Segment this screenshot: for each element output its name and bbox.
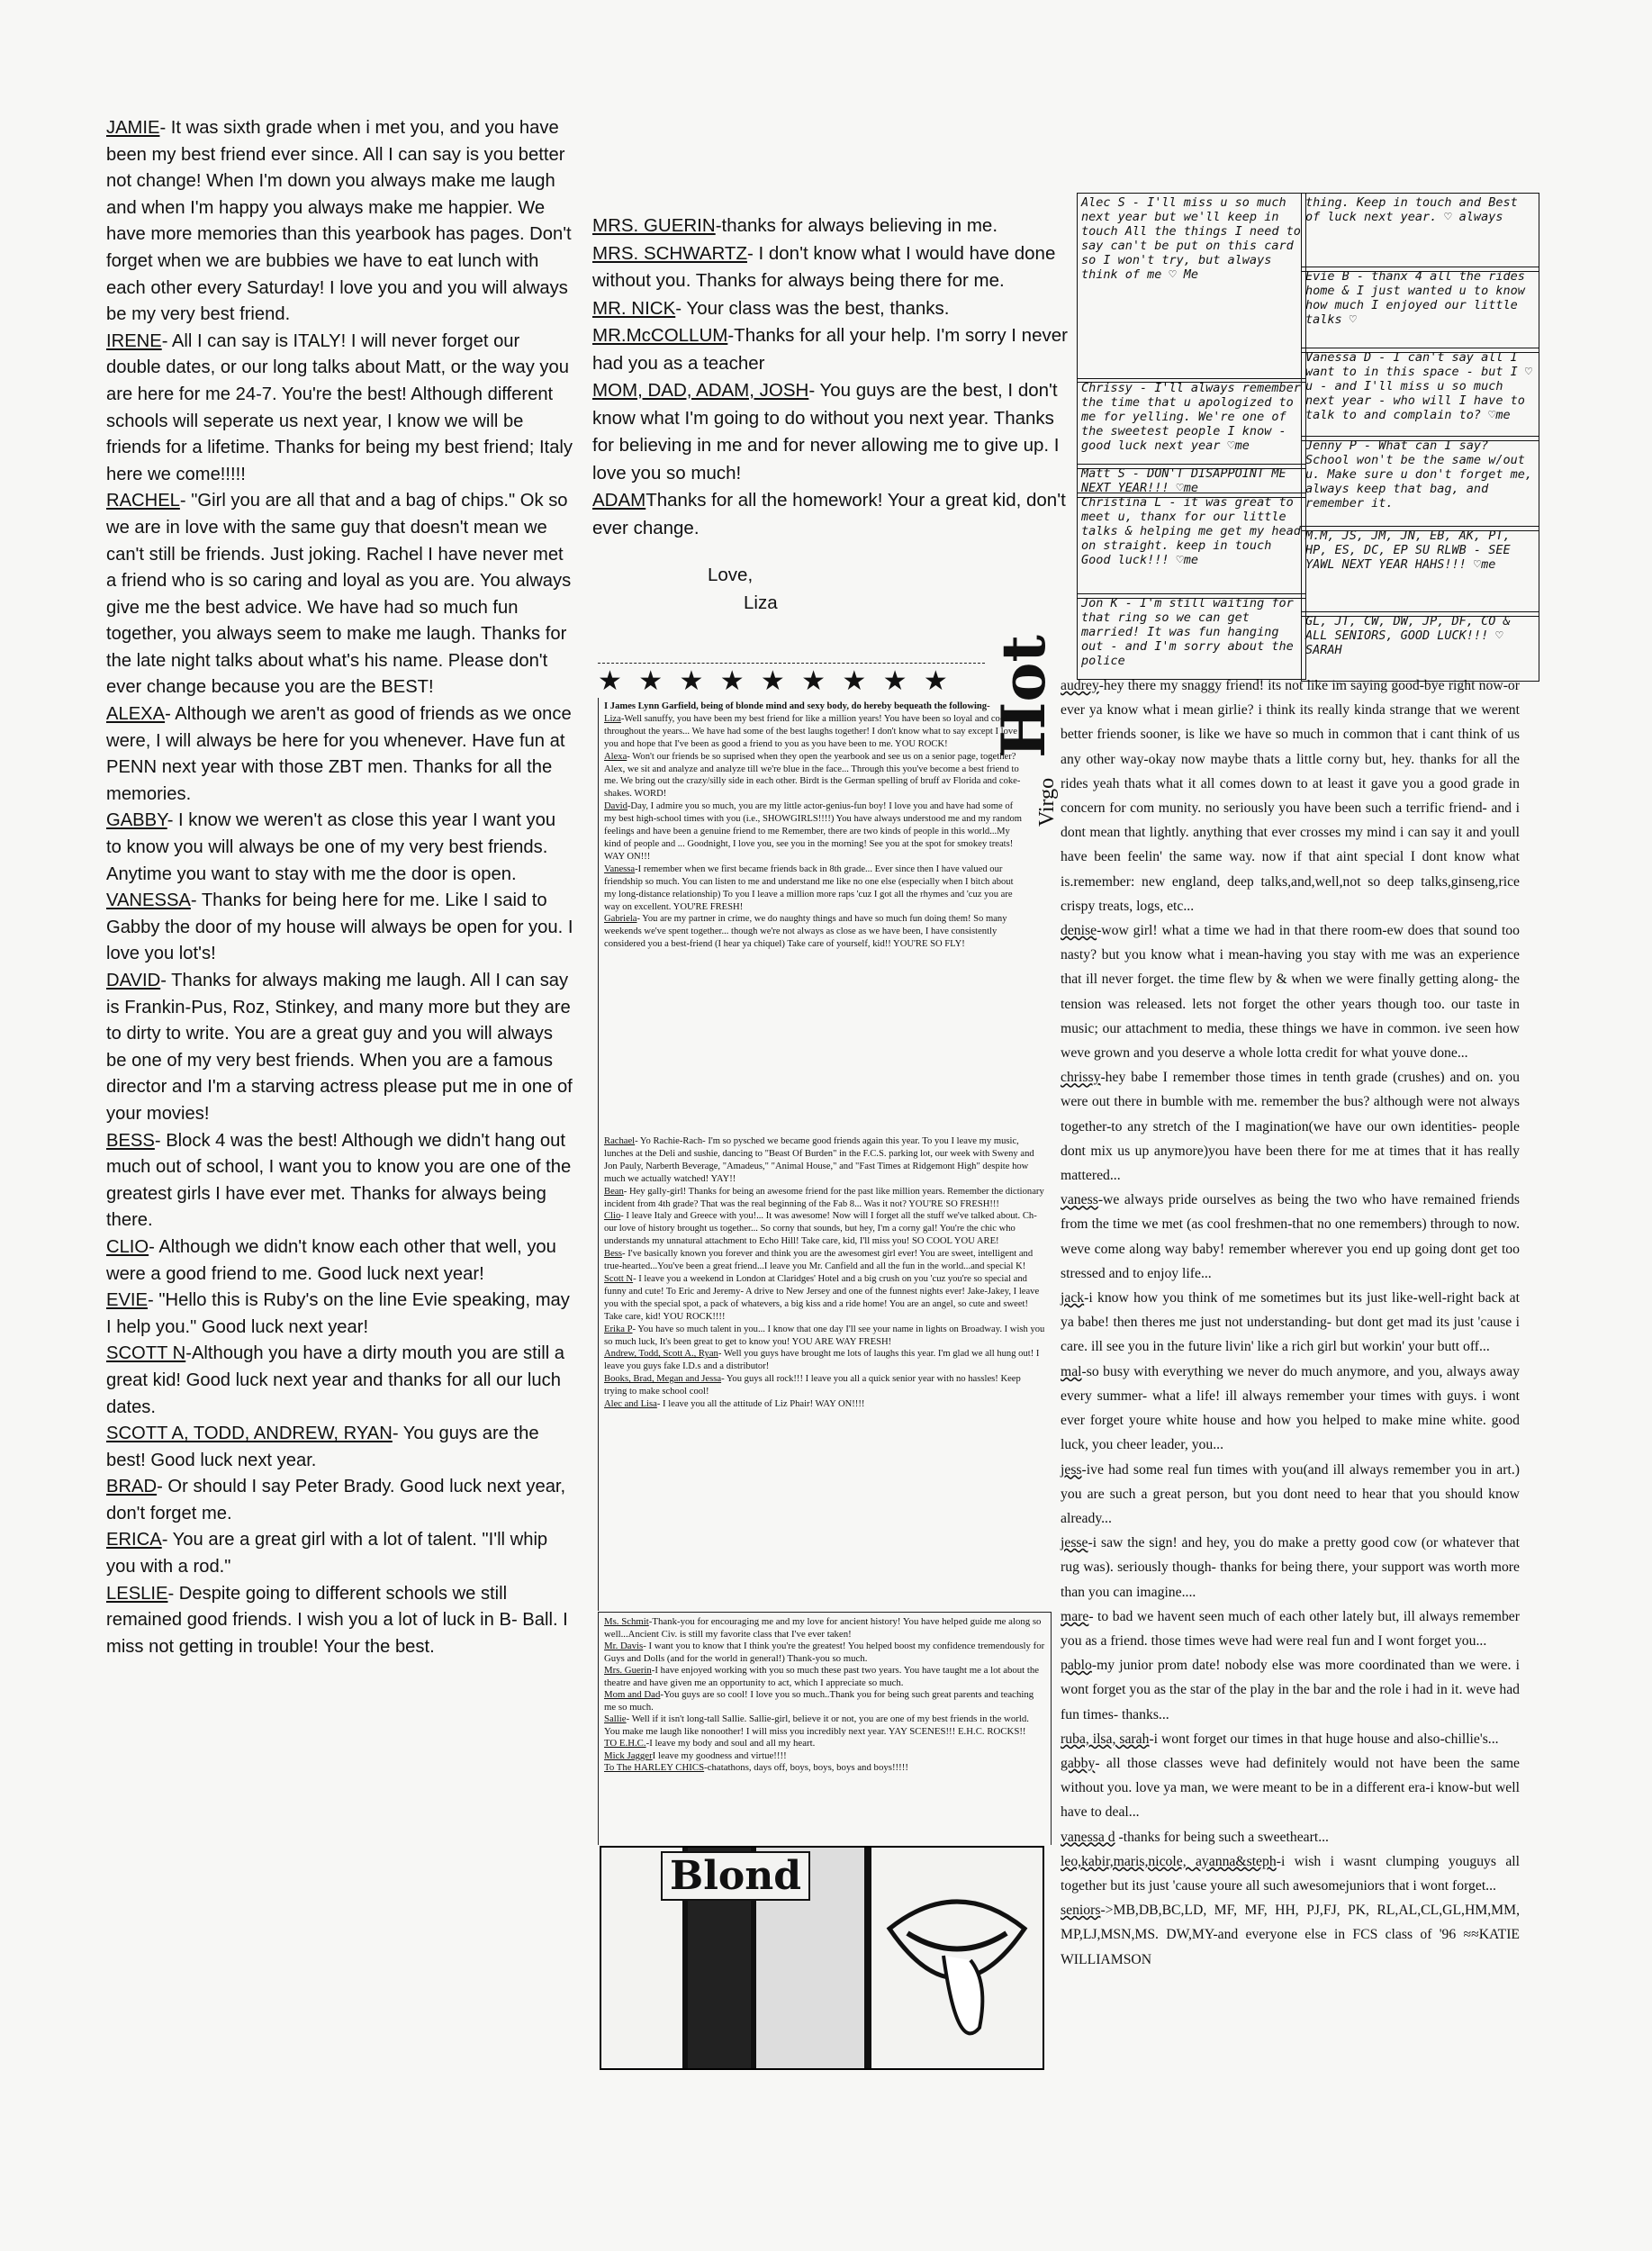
collage-illustration (600, 1846, 1044, 2070)
entry-name: MOM, DAD, ADAM, JOSH (592, 380, 809, 401)
entry (604, 1762, 1045, 1775)
handwritten-note: M.M, JS, JM, JN, EB, AK, PT, HP, ES, DC, EP SU RLWB - SEE YAWL NEXT YEAR HAHS!!! ♡me (1301, 526, 1539, 617)
entry-name: MRS. GUERIN (592, 215, 716, 236)
entry (1061, 1188, 1520, 1286)
handwritten-note: GL, JT, CW, DW, JP, DF, CO & ALL SENIORS, GOOD LUCK!!! ♡ SARAH (1301, 611, 1539, 682)
entry (1061, 1727, 1520, 1751)
entry (1061, 1849, 1520, 1898)
entry-text: Thanks for all the homework! Your a great kid, don't ever change. (592, 490, 1066, 538)
entry (604, 1713, 1045, 1738)
entry-name: ADAM (592, 490, 646, 511)
entry (1061, 1286, 1520, 1360)
entry-text: - Or should I say Peter Brady. Good luck next year, don't forget me. (106, 1477, 566, 1523)
entry-name: ruba, ilsa, sarah (1061, 1731, 1150, 1747)
handwritten-note: Jon K - I'm still waiting for that ring so we can get married! It was fun hanging out - and I'm sorry about the police (1077, 593, 1306, 680)
entry (604, 913, 1027, 951)
will-box-continued (598, 1133, 1051, 1611)
entry (106, 1128, 574, 1234)
entry (1061, 1531, 1520, 1605)
handwritten-note: Evie B - thanx 4 all the rides home & I just wanted u to know how much I enjoyed our little talks ♡ (1301, 267, 1539, 353)
entry (1061, 673, 1520, 918)
entry-text: -thanks for always believing in me. (715, 215, 998, 236)
entry-name: Alexa (604, 751, 627, 762)
thanks-box (598, 1612, 1052, 1845)
entry-text: -chatathons, days off, boys, boys, boys and boys!!!!! (704, 1762, 908, 1773)
entry-text: -wow girl! what a time we had in that there room-ew does that sound too nasty? but you know what i mean-having you stay with me was an experience that ill never forget. the time flew by & when we were finally getting along- the tension was released. lets not forget the other years though too. our taste in music; our attachment to media, these things we have in common. ive seen how weve grown and you deserve a whole lotta credit for what youve done... (1061, 923, 1520, 1062)
hot-label: Hot (988, 635, 1059, 758)
entry-name: leo,kabir,maris,nicole, ayanna&steph (1061, 1853, 1277, 1869)
entry-text: - I leave you all the attitude of Liz Phair! WAY ON!!!! (656, 1399, 865, 1410)
entry-name: mare (1061, 1608, 1089, 1624)
entry-text: -Thanks for all your help. I'm sorry I never had you as a teacher (592, 325, 1068, 374)
entry (604, 1616, 1045, 1641)
entry-name: JAMIE (106, 118, 160, 138)
virgo-label: Virgo (1035, 777, 1059, 827)
entry-text: -Well sanuffy, you have been my best friend for like a million years! You have been so loyal and cool throughout the years... We have had some of the best laughs together! I don't know what to say except I love you and hope that I've been as good a friend to you as you have been to me. YOU ROCK! (604, 713, 1017, 749)
handwritten-note: thing. Keep in touch and Best of luck next year. ♡ always (1301, 193, 1539, 272)
entry-text: - You guys are the best, I don't know what I'm going to do without you next year. Thanks for believing in me and for never allowing me to give up. I love you so much! (592, 380, 1060, 484)
entry-text: - to bad we havent seen much of each other lately but, ill always remember you as a friend. those times weve had were real fun and I wont forget you... (1061, 1608, 1520, 1649)
entry-name: Andrew, Todd, Scott A., Ryan (604, 1349, 718, 1360)
closing-signature: Liza (744, 592, 778, 613)
entry (106, 1341, 574, 1421)
entry-name: jesse (1061, 1535, 1088, 1551)
entry (592, 240, 1070, 295)
entry (604, 1373, 1045, 1398)
entry-text: - Although we aren't as good of friends as we once were, I will always be here for you whenever. Have fun at PENN next year with those ZBT men. Thanks for all the memories. (106, 704, 572, 804)
entry (106, 808, 574, 888)
entry-name: Mom and Dad (604, 1689, 661, 1700)
entry (106, 1288, 574, 1341)
entry-name: seniors (1061, 1903, 1101, 1919)
entry (106, 488, 574, 701)
entry-name: Mrs. Guerin (604, 1665, 652, 1676)
entry-text: - It was sixth grade when i met you, and you have been my best friend ever since. All I can say is you better not change! When I'm down you always make me laugh and when I'm happy you always make me happier. We have more memories than this yearbook has pages. Don't forget when we are bubbies we have to eat lunch with each other every Saturday! I love you and you will always be my very best friend. (106, 118, 572, 325)
entry (106, 329, 574, 489)
entry-name: DAVID (106, 971, 161, 990)
entry-text: - Although we didn't know each other that well, you were a good friend to me. Good luck next year! (106, 1236, 556, 1284)
handwritten-note: Matt S - DON'T DISAPPOINT ME NEXT YEAR!!! ♡me (1077, 464, 1306, 498)
entry (604, 800, 1027, 863)
entry-name: MRS. SCHWARTZ (592, 242, 747, 264)
entry (106, 1421, 574, 1474)
entry-name: CLIO (106, 1236, 149, 1257)
entry-name: Books, Brad, Megan and Jessa (604, 1374, 722, 1385)
entry-name: Rachael (604, 1136, 636, 1146)
entry (106, 968, 574, 1128)
entry-text: - Hey gally-girl! Thanks for being an awesome friend for the past like million years. Remember the dictionary incident from 4th grade? That was the real beginning of the Fab 8... Was it not? YOU'RE SO FRESH!!! (604, 1186, 1044, 1209)
entry-text: -so busy with everything we never do much anymore, and you, always away every summer- what a life! ill always remember your times with guys. i wont ever forget youre white house and how you helped to make mine white. good luck, you cheer leader, you... (1061, 1363, 1520, 1453)
entry (592, 295, 1070, 323)
blond-label: Blond (661, 1851, 810, 1901)
entry-text: - "Hello this is Ruby's on the line Evie speaking, may I help you." Good luck next year! (106, 1290, 570, 1337)
entry (1061, 1605, 1520, 1653)
entry-name: Scott N (604, 1273, 634, 1284)
handwritten-note: Alec S - I'll miss u so much next year but we'll keep in touch All the things I need to say can't be put on this card so I won't try, but always think of me ♡ Me (1077, 193, 1306, 383)
entry-name: Gabriela (604, 914, 637, 925)
entry (592, 322, 1070, 377)
entry (106, 1527, 574, 1580)
entry-text: - "Girl you are all that and a bag of chips." Ok so we are in love with the same guy that doesn't mean we can't still be friends. Just joking. Rachel I have never met a friend who is so caring and loyal as you are. You always give me the best advice. We have had so much fun together, you always seem to make me laugh. Thanks for the late night talks about what's his name. Please don't ever change because you are the BEST! (106, 491, 572, 698)
entry-name: MR. NICK (592, 297, 676, 319)
entry-name: GABBY (106, 810, 167, 831)
entry-name: LESLIE (106, 1583, 168, 1604)
lips-panel (871, 1848, 1043, 2068)
entry-text: - Thanks for always making me laugh. All I can say is Frankin-Pus, Roz, Stinkey, and many more but they are to dirty to write. You are a great guy and you will always be one of my very best friends. When you are a famous director and I'm a starving actress please put me in one of your movies! (106, 971, 573, 1124)
entry (106, 1581, 574, 1661)
right-essay (1061, 673, 1520, 1972)
entry-text: -I remember when we first became friends back in 8th grade... Ever since then I have valued our friendship so much. You can listen to me and understand me like no one else (especially when I bitch about my long-distance relationship) To you I leave a million more raps 'cuz I got all the rhymes and 'cuz you are way on excellent. YOU'RE FRESH! (604, 863, 1014, 912)
entry-name: Ms. Schmit (604, 1616, 649, 1627)
entry-text: -i know how you think of me sometimes but its just like-well-right back at ya babe! then theres me just not understanding- but dont get mad its just 'cause i care. ill see you in the future livin' like a rich girl but workin' your butt off... (1061, 1290, 1520, 1355)
handwritten-note: Christina L - it was great to meet u, thanx for our little talks & helping me get my head on straight. keep in touch Good luck!!! ♡me (1077, 493, 1306, 599)
entry-name: Sallie (604, 1713, 627, 1724)
entry-text: I leave my goodness and virtue!!!! (652, 1749, 787, 1761)
entry-text: -i wont forget our times in that huge house and also-chillie's... (1149, 1731, 1499, 1747)
entry-text: -i saw the sign! and hey, you do make a pretty good cow (or whatever that rug was). seriously though- thanks for being there, your support was worth more than you can imagine.... (1061, 1535, 1520, 1600)
entry-text: -Day, I admire you so much, you are my little actor-genius-fun boy! I love you and have had some of my best high-school times with you (i.e., SHOWGIRLS!!!!) You have always understood me and my random feelings and have been a genuine friend to me Remember, there are two kinds of people in this world...My kind of people and ... Goodnight, I love you, see you in the morning! See you at the spot for smokey treats! WAY ON!!! (604, 801, 1022, 862)
entry-name: To The HARLEY CHICS (604, 1762, 705, 1773)
entry (592, 487, 1070, 542)
entry-name: gabby (1061, 1755, 1096, 1771)
entry-text: - Block 4 was the best! Although we didn't hang out much out of school, I want you to know you are one of the greatest girls I have ever met. Thanks for always being there. (106, 1130, 572, 1231)
entry-name: Clio (604, 1211, 621, 1222)
entry-text: - I leave Italy and Greece with you!... It was awesome! Now will I forget all the stuff we've talked about. Ch-our love of history brought us together... So corny that sounds, but hey, I'm a corny gal! You're the chic who understands my unnatural attachment to Echo Hill! Take care, kid, I'll miss you! SO COOL YOU ARE! (604, 1211, 1037, 1247)
entry-name: TO E.H.C. (604, 1738, 646, 1749)
entry-text: -i wish i wasnt clumping youguys all together but its just 'cause youre all such awesomejuniors that i wont forget... (1061, 1853, 1520, 1894)
entry (604, 1750, 1045, 1763)
entry-text: - Well if it isn't long-tall Sallie. Sallie-girl, believe it or not, you are one of my best friends in the world. You make me laugh like nonoother! I will miss you incredibly next year. YAY SCENES!!! E.H.C. ROCKS!! (604, 1713, 1029, 1737)
entry (1061, 1653, 1520, 1727)
entry-name: VANESSA (106, 890, 191, 911)
entry-text: - You guys are the best! Good luck next year. (106, 1424, 539, 1470)
entry-text: - Yo Rachie-Rach- I'm so pysched we became good friends again this year. To you I leave my music, lunches at the Deli and sushie, dancing to "Beast Of Burden" in the F.C.S. parking lot, our week with Sweny and Jon Pauly, Narberth Beverage, "Amadeus," "Animal House," and "Fast Times at Ridgemont High" despite how much we actually watched! YAY!! (604, 1136, 1034, 1184)
entry-name: ERICA (106, 1530, 162, 1550)
entry-name: denise (1061, 923, 1097, 939)
entry-name: Bean (604, 1186, 624, 1197)
entry (1061, 918, 1520, 1065)
entry-text: - I've basically known you forever and think you are the awesomest girl ever! You are sweet, intelligent and true-hearted...You've been a great friend...I leave you Mr. Canfield and all the fun in the world...and special K! (604, 1249, 1034, 1272)
entry-name: IRENE (106, 330, 162, 351)
entry (106, 701, 574, 808)
entry (604, 1135, 1045, 1186)
entry-text: -ive had some real fun times with you(and ill always remember you in art.) you are such a great person, but you dont need to hear that you should know already... (1061, 1461, 1520, 1526)
entry-name: Erika P (604, 1324, 633, 1334)
left-column (106, 115, 574, 1660)
entry-name: jess (1061, 1461, 1082, 1478)
entry (106, 888, 574, 968)
will-heading: I James Lynn Garfield, being of blonde mind and sexy body, do hereby bequeath the following- (604, 701, 990, 711)
entry-name: chrissy (1061, 1070, 1101, 1086)
entry-name: vanessa d (1061, 1829, 1115, 1845)
entry (592, 377, 1070, 487)
entry (604, 1738, 1045, 1750)
entry (106, 115, 574, 329)
center-top-notes (592, 212, 1070, 617)
entry-name: RACHEL (106, 491, 180, 511)
entry-text: - All I can say is ITALY! I will never forget our double dates, or our long talks about Matt, or the way you are here for me 24-7. You're the best! Although different schools will seperate us next year, I know we will be friends for a lifetime. Thanks for being my best friend; Italy here we come!!!!! (106, 330, 573, 484)
entry-text: - Thanks for being here for me. Like I said to Gabby the door of my house will always be open for you. I love you lot's! (106, 890, 573, 964)
entry (592, 212, 1070, 240)
entry-text: -we always pride ourselves as being the two who have remained friends from the time we met (as cool freshmen-that no one remembers) through to now. weve come along way baby! remember wherever you end up going dont get too stressed and to enjoy life... (1061, 1192, 1520, 1281)
entry (1061, 1458, 1520, 1532)
entry-name: SCOTT N (106, 1343, 186, 1364)
entry-text: ->MB,DB,BC,LD, MF, MF, HH, PJ,FJ, PK, RL,AL,CL,GL,HM,MM, MP,LJ,MSN,MS. DW,MY-and everyone else in FCS class of '96 ≈≈KATIE WILLIAMSON (1061, 1903, 1520, 1967)
entry-name: BESS (106, 1130, 155, 1151)
closing-love: Love, (708, 565, 754, 585)
entry (604, 1398, 1045, 1411)
entry-name: Mr. Davis (604, 1641, 644, 1651)
entry-name: Mick Jagger (604, 1749, 653, 1761)
entry (1061, 1825, 1520, 1849)
entry (604, 1186, 1045, 1211)
entry (604, 1689, 1045, 1713)
entry (604, 713, 1027, 751)
entry-name: Bess (604, 1249, 623, 1260)
entry (604, 1273, 1045, 1324)
entry-text: -You guys are so cool! I love you so much..Thank you for being such great parents and teaching me so much. (604, 1689, 1034, 1713)
will-box (598, 698, 1033, 1135)
entry-name: David (604, 801, 627, 812)
entry-text: - all those classes weve had definitely would not have been the same without you. love ya man, we were meant to be in a different era-i know-but well have to deal... (1061, 1755, 1520, 1821)
entry-name: ALEXA (106, 704, 166, 725)
entry (1061, 1751, 1520, 1825)
stars-row: ★ ★ ★ ★ ★ ★ ★ ★ ★ (598, 663, 985, 700)
entry (604, 1665, 1045, 1689)
entry-text: - You are my partner in crime, we do naughty things and have so much fun doing them! So many weekends we've spent together... though we're not always as close as we have been, I have consistently considered you a best-friend (I hear ya chiquel) Take care of yourself, kid!! YOU'RE SO FLY! (604, 914, 1007, 950)
entry-text: -thanks for being such a sweetheart... (1115, 1829, 1329, 1845)
entry-name: pablo (1061, 1658, 1092, 1674)
entry (604, 751, 1027, 801)
entry (604, 1641, 1045, 1665)
entry-text: -my junior prom date! nobody else was more coordinated than we were. i wont forget you as the star of the play in the bar and the role i had in it. weve had fun times- thanks... (1061, 1658, 1520, 1722)
entry (604, 1248, 1045, 1273)
entry (604, 1210, 1045, 1248)
handwritten-note: Chrissy - I'll always remember the time that u apologized to me for yelling. We're one of the sweetest people I know - good luck next year ♡me (1077, 378, 1306, 469)
lips-icon (871, 1848, 1043, 2068)
handwritten-note: Jenny P - What can I say? School won't be the same w/out u. Make sure u don't forget me, always keep that bag, and remember it. (1301, 436, 1539, 531)
entry-name: Alec and Lisa (604, 1399, 657, 1410)
entry (604, 1348, 1045, 1373)
entry-name: BRAD (106, 1477, 158, 1497)
entry-text: - You have so much talent in you... I know that one day I'll see your name in lights on Broadway. I wish you so much luck, It's been great to get to know you! YOU ARE WAY FRESH! (604, 1324, 1045, 1347)
entry-text: -I have enjoyed working with you so much these past two years. You have taught me a lot about the theatre and have given me an opportunity to act, which I appreciate so much. (604, 1665, 1040, 1688)
entry (106, 1234, 574, 1288)
entry-name: EVIE (106, 1290, 149, 1311)
entry-text: -Thank-you for encouraging me and my love for ancient history! You have helped guide me along so well...Ancient Civ. is still my favorite class that I've ever taken! (604, 1616, 1042, 1640)
entry (106, 1474, 574, 1527)
entry-text: - You guys all rock!!! I leave you all a quick senior year with no hassles! Keep trying to make school cool! (604, 1374, 1021, 1397)
entry-name: vaness (1061, 1192, 1098, 1208)
entry (1061, 1065, 1520, 1188)
entry-text: - I know we weren't as close this year I want you to know you will always be one of my very best friends. Anytime you want to stay with me the door is open. (106, 810, 556, 884)
entry-text: - I don't know what I would have done without you. Thanks for always being there for me. (592, 242, 1056, 291)
entry-text: -Although you have a dirty mouth you are still a great kid! Good luck next year and thanks for all our luch dates. (106, 1343, 565, 1417)
entry (604, 863, 1027, 914)
entry-text: - Despite going to different schools we still remained good friends. I wish you a lot of luck in B- Ball. I miss not getting in trouble! Your the best. (106, 1583, 568, 1657)
entry-name: SCOTT A, TODD, ANDREW, RYAN (106, 1424, 393, 1444)
entry-text: - Well you guys have brought me lots of laughs this year. I'm glad we all hung out! I leave you guys fake I.D.s and a distributor! (604, 1349, 1040, 1372)
entry-text: - I want you to know that I think you're the greatest! You helped boost my confidence tremendously for Guys and Dolls (and for the world in general!) Thank-you so much. (604, 1641, 1045, 1664)
entry (1061, 1360, 1520, 1458)
entry-text: -hey there my snaggy friend! its not like im saying good-bye right now-or ever ya know what i mean girlie? i think its really kinda strange that we werent better friends sooner, is like we have so much in common that i cant think of us any other way-okay now maybe thats a little corny but, hey. thanks for all the rides yeah thats what it all comes down to at least it gave you a good grade in concern for com munity. no seriously you have been such a terrific friend- and i dont mean that lightly. anything that ever crosses my mind i can say it and youll have been feelin' the same way. now if that aint special I dont know what is.remember: new england, deep talks,and,well,not so deep talks,ginseng,rice crispy treats, logs, etc... (1061, 678, 1520, 914)
entry-text: - Won't our friends be so suprised when they open the yearbook and see us on a senior page, together? Alex, we sit and analyze and analyze till we're blue in the face... Through this you've become a best friend to me. We bring out the crazy/silly side in each other. Birdt is the German spelling of bruff av Florida and coke-shakes. WORD! (604, 751, 1021, 800)
entry-text: - You are a great girl with a lot of talent. "I'll whip you with a rod." (106, 1530, 548, 1578)
entry-text: - Your class was the best, thanks. (675, 297, 950, 319)
entry-name: Vanessa (604, 863, 636, 874)
entry-name: jack (1061, 1290, 1085, 1306)
entry-name: mal (1061, 1363, 1082, 1379)
entry-name: audrey (1061, 678, 1099, 693)
entry-text: -hey babe I remember those times in tenth grade (crushes) and on. you were out there in bumble with me. remember the bus? although were not always together-to any stretch of the I magination(we have our own identities- people dont mix us up anymore)you have been there for me at times that it has really mattered... (1061, 1070, 1520, 1184)
entry (604, 1324, 1045, 1349)
entry-text: - I leave you a weekend in London at Claridges' Hotel and a big crush on you 'cuz you're so special and funny and cute! To Eric and Jeremy- A drive to New Jersey and one of the funnest nights ever! Jake-Jakey, I leave you with the special spot, a pack of whatevers, a big kiss and a ride home! You are an angel, so cute and sweet! Take care, kid! YOU ROCK!!!! (604, 1273, 1040, 1322)
entry-name: MR.McCOLLUM (592, 325, 728, 346)
entry (1061, 1898, 1520, 1972)
handwritten-note: Vanessa D - I can't say all I want to in this space - but I ♡ u - and I'll miss u so much next year - who will I have to talk to and complain to? ♡me (1301, 348, 1539, 441)
entry-name: Liza (604, 713, 621, 724)
entry-text: -I leave my body and soul and all my heart. (645, 1738, 816, 1749)
